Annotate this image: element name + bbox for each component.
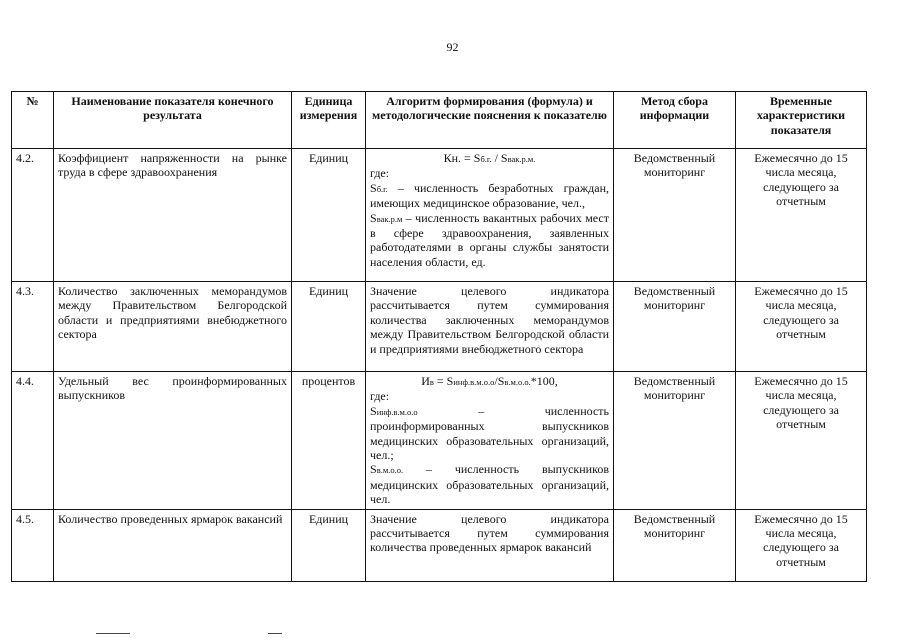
scan-mark — [96, 633, 130, 634]
row-name: Коэффициент напряженности на рынке труда в сфере здравоохранения — [54, 149, 292, 282]
row-num: 4.4. — [12, 372, 54, 510]
formula: Ив = Sинф.в.м.о.о/Sв.м.о.о.*100, — [421, 374, 558, 388]
row-time: Ежемесячно до 15 числа месяца, следующего за отчетным — [736, 282, 867, 372]
header-time: Временные характеристики показателя — [736, 92, 867, 149]
indicators-table — [11, 91, 867, 582]
header-num: № — [12, 92, 54, 149]
row-unit: Единиц — [292, 509, 366, 581]
page-number: 92 — [446, 40, 459, 54]
header-algorithm: Алгоритм формирования (формула) и методологические пояснения к показателю — [366, 92, 614, 149]
row-unit: Единиц — [292, 149, 366, 282]
row-algorithm: Значение целевого индикатора рассчитывается путем суммирования количества заключенных меморандумов между Правительством Белгородской области и предприятиями внебюджетного сектора — [366, 282, 614, 372]
table-row — [12, 509, 867, 581]
row-num: 4.5. — [12, 509, 54, 581]
scan-mark — [268, 633, 282, 634]
header-method: Метод сбора информации — [614, 92, 736, 149]
definition: Sвак.р.м – численность вакантных рабочих мест в сфере здравоохранения, заявленных работодателями в органы службы занятости населения области, ед. — [370, 210, 609, 269]
row-method: Ведомственный мониторинг — [614, 282, 736, 372]
where-label: где: — [370, 166, 390, 181]
table-row — [12, 149, 867, 282]
row-num: 4.3. — [12, 282, 54, 372]
header-unit: Единица измерения — [292, 92, 366, 149]
formula: Кн. = Sб.г. / Sвак.р.м. — [443, 151, 536, 165]
table-row — [12, 372, 867, 510]
row-method: Ведомственный мониторинг — [614, 149, 736, 282]
row-unit: Единиц — [292, 282, 366, 372]
row-time: Ежемесячно до 15 числа месяца, следующего за отчетным — [736, 149, 867, 282]
row-name: Удельный вес проинформированных выпускников — [54, 372, 292, 510]
definition: Sб.г. – численность безработных граждан, имеющих медицинское образование, чел., — [370, 180, 609, 211]
row-name: Количество проведенных ярмарок вакансий — [54, 509, 292, 581]
table-header-row — [12, 92, 867, 149]
row-algorithm: Значение целевого индикатора рассчитывается путем суммирования количества проведенных ярмарок вакансий — [366, 509, 614, 581]
row-num: 4.2. — [12, 149, 54, 282]
where-label: где: — [370, 389, 390, 404]
definition: Sинф.в.м.о.о – численность проинформированных выпускников медицинских образовательных организаций, чел.; — [370, 403, 609, 463]
row-time: Ежемесячно до 15 числа месяца, следующего за отчетным — [736, 372, 867, 510]
row-unit: процентов — [292, 372, 366, 510]
row-algorithm — [366, 149, 614, 282]
row-method: Ведомственный мониторинг — [614, 509, 736, 581]
row-time: Ежемесячно до 15 числа месяца, следующего за отчетным — [736, 509, 867, 581]
definition: Sв.м.о.о. – численность выпускников медицинских образовательных организаций, чел. — [370, 462, 609, 507]
row-method: Ведомственный мониторинг — [614, 372, 736, 510]
table-row — [12, 282, 867, 372]
header-name: Наименование показателя конечного результата — [54, 92, 292, 149]
row-name: Количество заключенных меморандумов между Правительством Белгородской области и предприятиями внебюджетного сектора — [54, 282, 292, 372]
row-algorithm — [366, 372, 614, 510]
